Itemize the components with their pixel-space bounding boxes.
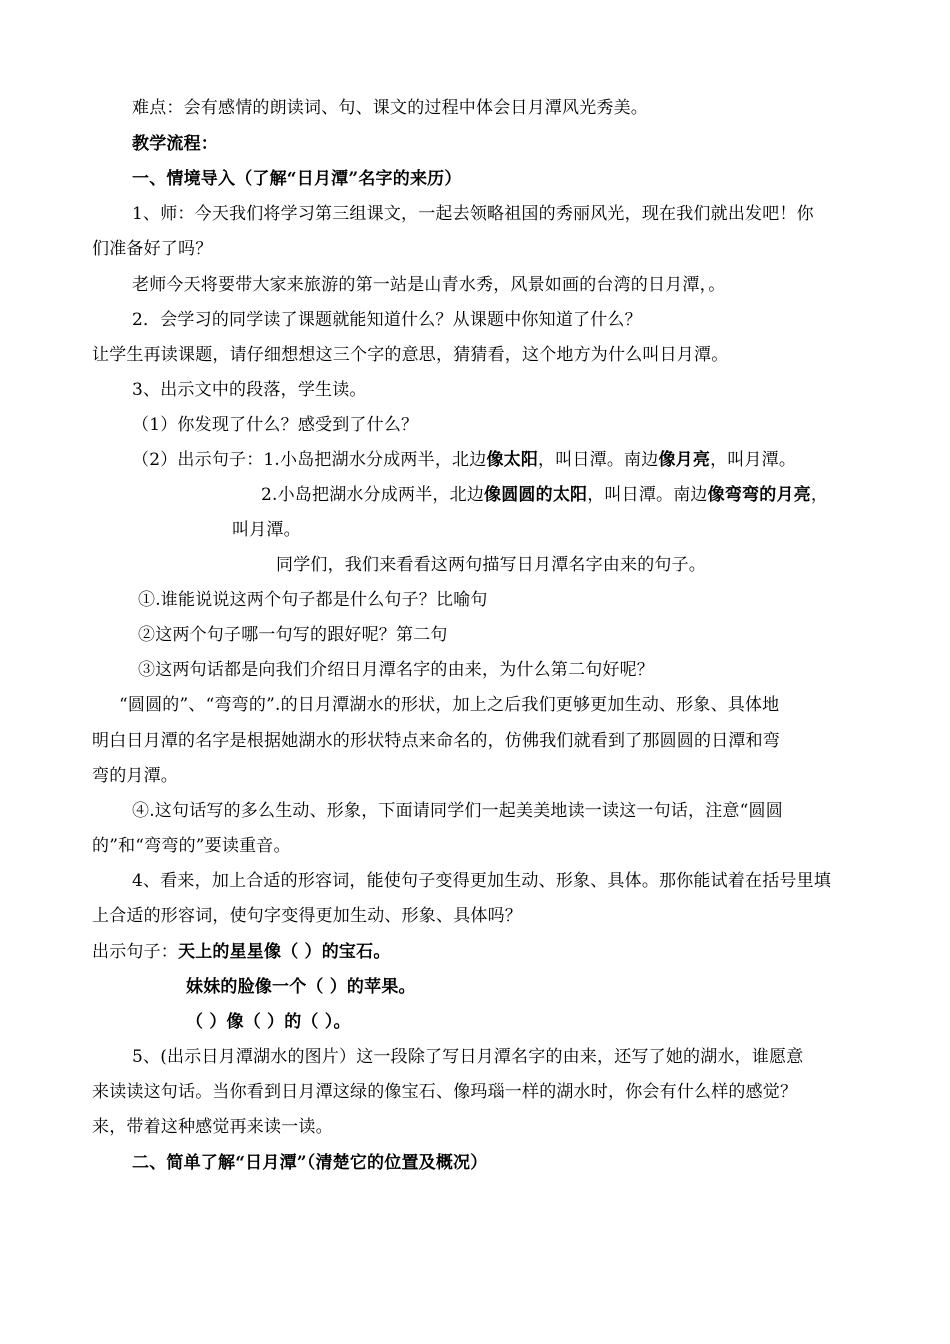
emphasis-text: 像月亮: [658, 450, 711, 470]
paragraph-line: 1、师：今天我们将学习第三组课文，一起去领略祖国的秀丽风光，现在我们就出发吧！你: [132, 204, 814, 224]
paragraph-line: 同学们，我们来看看这两句描写日月潭名字由来的句子。: [276, 555, 706, 575]
paragraph-line: 明白日月潭的名字是根据她湖水的形状特点来命名的，仿佛我们就看到了那圆圆的日潭和弯: [92, 731, 780, 751]
example-sentence: 妹妹的脸像一个（ ）的苹果。: [186, 977, 416, 997]
emphasis-text: 像圆圆的太阳: [484, 485, 588, 505]
question-line: ②这两个句子哪一句写的跟好呢？第二句: [138, 625, 448, 645]
teaching-process-heading: 教学流程：: [132, 134, 218, 154]
paragraph-line: 的”和“弯弯的”要读重音。: [92, 836, 291, 856]
example-sentence: 天上的星星像（ ）的宝石。: [178, 942, 391, 962]
difficulty-line: 难点：会有感情的朗读词、句、课文的过程中体会日月潭风光秀美。: [132, 98, 648, 118]
paragraph-line: ④.这句话写的多么生动、形象，下面请同学们一起美美地读一读这一句话，注意“圆圆: [132, 801, 783, 821]
emphasis-text: 像弯弯的月亮: [707, 485, 811, 505]
example-label: 出示句子：: [92, 942, 178, 962]
sentence-text: ，叫日潭。南边: [538, 450, 659, 470]
paragraph-line: “圆圆的”、“弯弯的”.的日月潭湖水的形状，加上之后我们更够更加生动、形象、具体地: [119, 695, 780, 715]
paragraph-line: 来，带着这种感觉再来读一读。: [92, 1117, 333, 1137]
paragraph-line: 来读读这句话。当你看到日月潭这绿的像宝石、像玛瑙一样的湖水时，你会有什么样的感觉？: [92, 1082, 798, 1102]
paragraph-line: 弯的月潭。: [92, 766, 178, 786]
sentence-text: ，叫月潭。: [710, 450, 797, 470]
example-sentence: （ ）像（ ）的（ ）。: [186, 1012, 351, 1032]
sentence-one-line: [132, 449, 796, 471]
paragraph-line: 上合适的形容词，使句字变得更加生动、形象、具体吗？: [92, 906, 522, 926]
emphasis-text: 像太阳: [486, 450, 539, 470]
sentence-two-line: [261, 484, 828, 506]
paragraph-line: 让学生再读课题，请仔细想想这三个字的意思，猜猜看，这个地方为什么叫日月潭。: [92, 345, 729, 365]
section-one-heading: 一、情境导入（了解“日月潭”名字的来历）: [132, 169, 462, 189]
paragraph-line: 老师今天将要带大家来旅游的第一站是山青水秀，风景如画的台湾的日月潭，。: [132, 275, 726, 295]
paragraph-line: 们准备好了吗？: [92, 239, 213, 259]
paragraph-line: 3、出示文中的段落，学生读。: [132, 380, 367, 400]
question-line: ③这两句话都是向我们介绍日月潭名字的由来，为什么第二句好呢？: [138, 660, 654, 680]
paragraph-line: 4、看来，加上合适的形容词，能使句子变得更加生动、形象、具体。那你能试着在括号里填: [132, 871, 832, 891]
sentence-text: （2）出示句子：1.小岛把湖水分成两半，北边: [132, 450, 487, 470]
paragraph-line: 5、(出示日月潭湖水的图片）这一段除了写日月潭名字的由来，还写了她的湖水，谁愿意: [132, 1047, 804, 1067]
sentence-text: ，: [810, 485, 829, 505]
example-sentence-line: [92, 941, 391, 963]
sentence-text: ，叫日潭。南边: [587, 485, 708, 505]
question-line: ①.谁能说说这两个句子都是什么句子？比喻句: [138, 590, 488, 610]
paragraph-line: 叫月潭。: [232, 520, 301, 540]
paragraph-line: 2．会学习的同学读了课题就能知道什么？从课题中你知道了什么？: [132, 310, 642, 330]
section-two-heading: 二、简单了解“日月潭”（清楚它的位置及概况）: [132, 1153, 488, 1173]
sentence-text: 2.小岛把湖水分成两半，北边: [261, 485, 485, 505]
paragraph-line: （1）你发现了什么？感受到了什么？: [132, 415, 419, 435]
